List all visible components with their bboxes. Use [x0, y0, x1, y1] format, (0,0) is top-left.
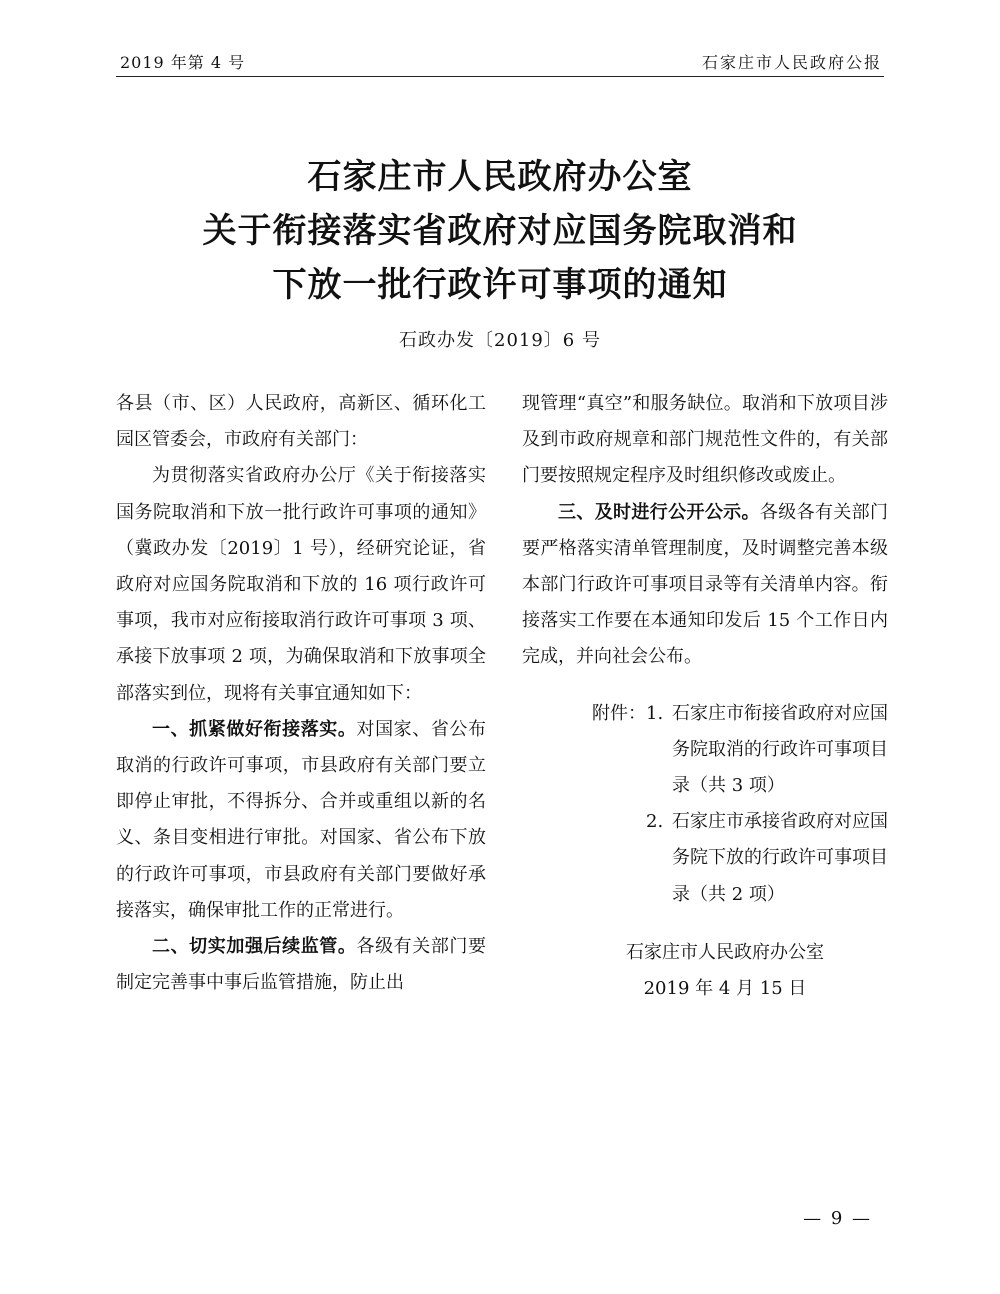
- intro-paragraph: 为贯彻落实省政府办公厅《关于衔接落实国务院取消和下放一批行政许可事项的通知》（冀政办发〔2019〕1 号），经研究论证，省政府对应国务院取消和下放的 16 项行政许可事项，我市对应衔接取消行政许可事项 3 项、承接下放事项 2 项，为确保取消和下放事项全部落实到位，现将有关事宜通知如下：: [116, 465, 486, 704]
- title-line-2: 关于衔接落实省政府对应国务院取消和: [202, 211, 798, 251]
- title-line-3: 下放一批行政许可事项的通知: [272, 265, 728, 305]
- addressee: 各县（市、区）人民政府，高新区、循环化工园区管委会，市政府有关部门：: [116, 393, 486, 451]
- attachment-number: 2.: [646, 811, 664, 833]
- header-publication: 石家庄市人民政府公报: [701, 53, 882, 72]
- section-1: [116, 712, 486, 929]
- attachment-title: 石家庄市衔接省政府对应国务院取消的行政许可事项目录（共 3 项）: [672, 702, 888, 797]
- header-rule: [116, 76, 884, 77]
- document-title: [0, 150, 1000, 312]
- header-issue: 2019 年第 4 号: [120, 53, 246, 72]
- document-number: 石政办发〔2019〕6 号: [399, 330, 601, 351]
- attachments: [522, 696, 888, 913]
- signature-date: 2019 年 4 月 15 日: [643, 977, 807, 999]
- section-2: [116, 929, 486, 1001]
- signature-issuer: 石家庄市人民政府办公室: [626, 941, 824, 963]
- left-column: [116, 386, 486, 1001]
- section-3-body: 各级各有关部门要严格落实清单管理制度，及时调整完善本级本部门行政许可事项目录等有关清单内容。衔接落实工作要在本通知印发后 15 个工作日内完成，并向社会公布。: [522, 501, 889, 668]
- section-1-body: 对国家、省公布取消的行政许可事项，市县政府有关部门要立即停止审批，不得拆分、合并或重组以新的名义、条目变相进行审批。对国家、省公布下放的行政许可事项，市县政府有关部门要做好承接落实，确保审批工作的正常进行。: [116, 718, 487, 921]
- section-2-body-start: 各级有关部门要制定完善事中事后监管措施，防止出: [116, 936, 487, 994]
- title-line-1: 石家庄市人民政府办公室: [307, 157, 693, 197]
- right-column: [522, 386, 888, 1007]
- section-2-body-continued: 现管理“真空”和服务缺位。取消和下放项目涉及到市政府规章和部门规范性文件的，有关部门要按照规定程序及时组织修改或废止。: [522, 393, 888, 487]
- attachment-title: 石家庄市承接省政府对应国务院下放的行政许可事项目录（共 2 项）: [672, 811, 888, 905]
- attachment-item: [646, 804, 888, 913]
- section-3-heading: 三、及时进行公开公示。: [558, 501, 760, 523]
- section-2-heading: 二、切实加强后续监管。: [152, 936, 357, 958]
- attachment-item: [522, 696, 888, 805]
- section-3: [522, 495, 888, 676]
- signature-block: [522, 935, 888, 1007]
- attachment-number: 1.: [646, 702, 664, 724]
- page-number: — 9 —: [803, 1208, 872, 1229]
- section-1-heading: 一、抓紧做好衔接落实。: [152, 718, 357, 740]
- attachments-label: 附件：: [592, 702, 646, 724]
